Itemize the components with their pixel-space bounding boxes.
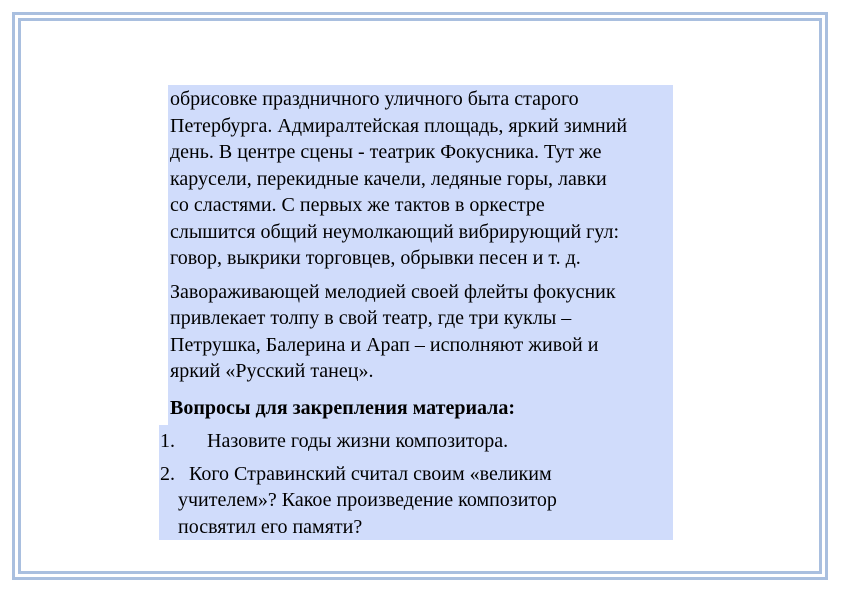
questions-heading: Вопросы для закрепления материала:: [170, 396, 516, 419]
paragraph-street-scene: обрисовке праздничного уличного быта старого Петербурга. Адмиралтейская площадь, яркий зимний день. В центре сцены - театрик Фокусника. Тут же карусели, перекидные качели, ледяные горы, лавки со сластями. С первых же тактов в оркестре слышится общий неумолкающий вибрирующий гул: говор, выкрики торговцев, обрывки песен и т. д.: [170, 88, 628, 269]
questions-list: [160, 428, 670, 546]
slide-text-body: [170, 86, 675, 421]
question-number: 1.: [160, 430, 175, 452]
question-text: Назовите годы жизни композитора.: [207, 430, 509, 452]
question-item: [160, 428, 670, 455]
question-text-wrapped: [160, 461, 670, 541]
question-number: 2.: [160, 462, 175, 485]
question-item: [160, 461, 670, 541]
paragraph-russian-dance: Завораживающей мелодией своей флейты фокусник привлекает толпу в свой театр, где три куклы – Петрушка, Балерина и Арап – исполняют живой и яркий «Русский танец».: [170, 280, 616, 382]
question-text: Кого Стравинский считал своим «великим учителем»? Какое произведение композитор посвятил его памяти?: [178, 462, 557, 538]
